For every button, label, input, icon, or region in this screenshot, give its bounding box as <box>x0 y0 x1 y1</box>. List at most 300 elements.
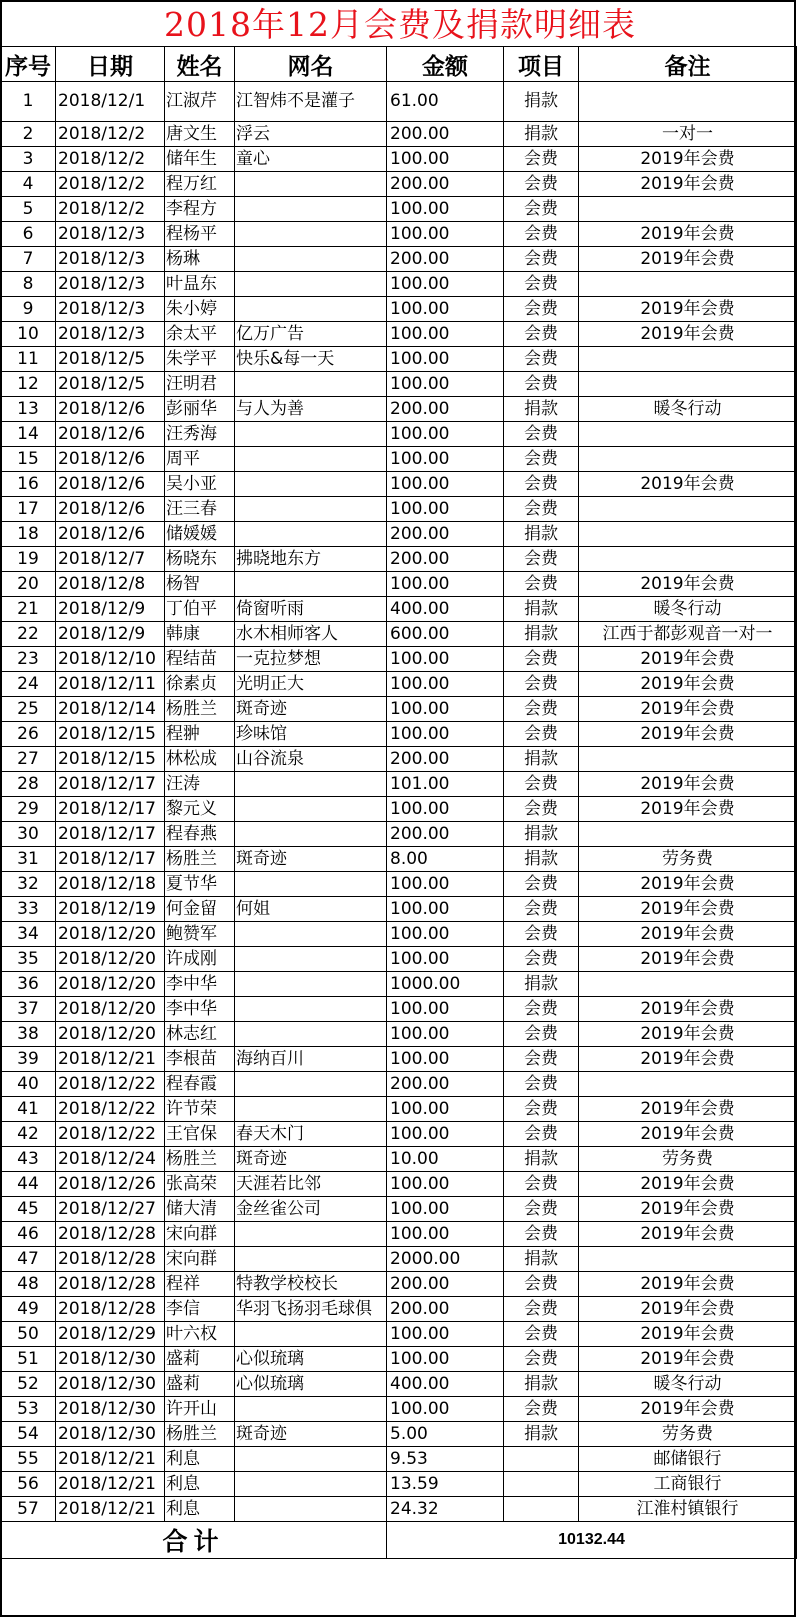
cell-note: 2019年会费 <box>579 247 797 272</box>
cell-item <box>504 1472 579 1497</box>
cell-index: 7 <box>1 247 56 272</box>
cell-name: 许成刚 <box>165 947 235 972</box>
cell-note <box>579 1072 797 1097</box>
cell-name: 杨琳 <box>165 247 235 272</box>
cell-name: 许开山 <box>165 1397 235 1422</box>
cell-date: 2018/12/5 <box>56 347 165 372</box>
cell-amount: 200.00 <box>387 747 504 772</box>
cell-index: 45 <box>1 1197 56 1222</box>
cell-nickname: 斑奇迹 <box>235 1422 387 1447</box>
cell-amount: 200.00 <box>387 397 504 422</box>
table-row <box>1 1372 797 1397</box>
cell-index: 46 <box>1 1222 56 1247</box>
cell-note <box>579 747 797 772</box>
table-row <box>1 172 797 197</box>
cell-item: 捐款 <box>504 597 579 622</box>
cell-date: 2018/12/6 <box>56 497 165 522</box>
cell-note: 江西于都彭观音一对一 <box>579 622 797 647</box>
cell-amount: 13.59 <box>387 1472 504 1497</box>
cell-item: 捐款 <box>504 1147 579 1172</box>
cell-nickname <box>235 297 387 322</box>
cell-item: 会费 <box>504 1022 579 1047</box>
cell-date: 2018/12/5 <box>56 372 165 397</box>
cell-amount: 100.00 <box>387 497 504 522</box>
cell-note: 工商银行 <box>579 1472 797 1497</box>
cell-item: 捐款 <box>504 122 579 147</box>
cell-item: 会费 <box>504 322 579 347</box>
cell-index: 23 <box>1 647 56 672</box>
cell-nickname <box>235 422 387 447</box>
cell-nickname: 一克拉梦想 <box>235 647 387 672</box>
cell-nickname <box>235 497 387 522</box>
cell-nickname: 浮云 <box>235 122 387 147</box>
cell-nickname <box>235 1472 387 1497</box>
cell-item: 捐款 <box>504 822 579 847</box>
cell-item: 会费 <box>504 1222 579 1247</box>
cell-item: 捐款 <box>504 847 579 872</box>
cell-name: 李中华 <box>165 972 235 997</box>
cell-amount: 400.00 <box>387 1372 504 1397</box>
cell-amount: 100.00 <box>387 1047 504 1072</box>
cell-amount: 200.00 <box>387 1272 504 1297</box>
cell-index: 31 <box>1 847 56 872</box>
cell-nickname: 天涯若比邻 <box>235 1172 387 1197</box>
table-row <box>1 197 797 222</box>
total-value: 10132.44 <box>387 1522 797 1559</box>
cell-amount: 100.00 <box>387 1197 504 1222</box>
cell-amount: 200.00 <box>387 1072 504 1097</box>
table-row <box>1 647 797 672</box>
cell-index: 43 <box>1 1147 56 1172</box>
cell-note: 2019年会费 <box>579 1122 797 1147</box>
cell-name: 利息 <box>165 1472 235 1497</box>
cell-amount: 200.00 <box>387 822 504 847</box>
cell-name: 朱学平 <box>165 347 235 372</box>
cell-amount: 200.00 <box>387 522 504 547</box>
cell-name: 利息 <box>165 1447 235 1472</box>
table-row <box>1 1297 797 1322</box>
table-row <box>1 572 797 597</box>
cell-note <box>579 972 797 997</box>
cell-item: 会费 <box>504 947 579 972</box>
cell-index: 33 <box>1 897 56 922</box>
cell-item: 会费 <box>504 1272 579 1297</box>
table-row <box>1 347 797 372</box>
cell-index: 4 <box>1 172 56 197</box>
cell-date: 2018/12/20 <box>56 922 165 947</box>
table-row <box>1 1447 797 1472</box>
cell-item: 捐款 <box>504 747 579 772</box>
cell-index: 8 <box>1 272 56 297</box>
cell-note: 2019年会费 <box>579 147 797 172</box>
cell-note: 劳务费 <box>579 1147 797 1172</box>
table-row <box>1 622 797 647</box>
table-row <box>1 797 797 822</box>
cell-date: 2018/12/2 <box>56 197 165 222</box>
cell-name: 杨胜兰 <box>165 1147 235 1172</box>
cell-note: 2019年会费 <box>579 222 797 247</box>
table-row <box>1 222 797 247</box>
cell-name: 利息 <box>165 1497 235 1522</box>
table-row <box>1 447 797 472</box>
cell-index: 12 <box>1 372 56 397</box>
cell-name: 韩康 <box>165 622 235 647</box>
cell-name: 江淑芹 <box>165 82 235 122</box>
table-row <box>1 1497 797 1522</box>
cell-name: 林志红 <box>165 1022 235 1047</box>
cell-date: 2018/12/2 <box>56 122 165 147</box>
cell-amount: 100.00 <box>387 1222 504 1247</box>
cell-note: 2019年会费 <box>579 172 797 197</box>
cell-amount: 100.00 <box>387 1347 504 1372</box>
cell-amount: 100.00 <box>387 347 504 372</box>
cell-note: 2019年会费 <box>579 772 797 797</box>
cell-name: 杨晓东 <box>165 547 235 572</box>
cell-note: 2019年会费 <box>579 672 797 697</box>
cell-date: 2018/12/30 <box>56 1397 165 1422</box>
cell-note <box>579 1247 797 1272</box>
cell-item: 会费 <box>504 1197 579 1222</box>
table-row <box>1 1072 797 1097</box>
cell-nickname: 江智炜不是灌子 <box>235 82 387 122</box>
cell-index: 28 <box>1 772 56 797</box>
table-row <box>1 497 797 522</box>
cell-note <box>579 272 797 297</box>
cell-amount: 9.53 <box>387 1447 504 1472</box>
header-name: 姓名 <box>165 47 235 82</box>
cell-item <box>504 1447 579 1472</box>
cell-index: 21 <box>1 597 56 622</box>
cell-item: 会费 <box>504 347 579 372</box>
cell-index: 19 <box>1 547 56 572</box>
cell-name: 杨胜兰 <box>165 697 235 722</box>
cell-date: 2018/12/20 <box>56 972 165 997</box>
cell-name: 鲍赞军 <box>165 922 235 947</box>
cell-index: 32 <box>1 872 56 897</box>
cell-date: 2018/12/18 <box>56 872 165 897</box>
cell-item: 会费 <box>504 372 579 397</box>
cell-note <box>579 547 797 572</box>
cell-index: 34 <box>1 922 56 947</box>
cell-date: 2018/12/17 <box>56 847 165 872</box>
cell-name: 李信 <box>165 1297 235 1322</box>
cell-nickname <box>235 522 387 547</box>
cell-item: 会费 <box>504 197 579 222</box>
cell-index: 56 <box>1 1472 56 1497</box>
cell-item: 会费 <box>504 422 579 447</box>
table-row <box>1 1147 797 1172</box>
cell-index: 11 <box>1 347 56 372</box>
cell-index: 3 <box>1 147 56 172</box>
cell-nickname: 珍味馆 <box>235 722 387 747</box>
cell-nickname: 童心 <box>235 147 387 172</box>
cell-note: 2019年会费 <box>579 1322 797 1347</box>
cell-index: 38 <box>1 1022 56 1047</box>
cell-name: 宋向群 <box>165 1222 235 1247</box>
table-row <box>1 922 797 947</box>
cell-item: 会费 <box>504 547 579 572</box>
cell-index: 54 <box>1 1422 56 1447</box>
cell-date: 2018/12/2 <box>56 147 165 172</box>
cell-name: 汪涛 <box>165 772 235 797</box>
cell-date: 2018/12/30 <box>56 1372 165 1397</box>
cell-date: 2018/12/3 <box>56 222 165 247</box>
cell-item: 会费 <box>504 872 579 897</box>
table-body <box>1 82 797 1522</box>
cell-amount: 100.00 <box>387 222 504 247</box>
cell-date: 2018/12/6 <box>56 397 165 422</box>
cell-item: 会费 <box>504 172 579 197</box>
cell-amount: 100.00 <box>387 447 504 472</box>
cell-amount: 100.00 <box>387 647 504 672</box>
cell-index: 16 <box>1 472 56 497</box>
cell-name: 盛莉 <box>165 1372 235 1397</box>
cell-note: 2019年会费 <box>579 1397 797 1422</box>
cell-date: 2018/12/20 <box>56 947 165 972</box>
cell-name: 程祥 <box>165 1272 235 1297</box>
cell-name: 程万红 <box>165 172 235 197</box>
cell-name: 杨智 <box>165 572 235 597</box>
cell-nickname: 光明正大 <box>235 672 387 697</box>
cell-name: 朱小婷 <box>165 297 235 322</box>
cell-item: 会费 <box>504 572 579 597</box>
cell-date: 2018/12/22 <box>56 1072 165 1097</box>
cell-nickname: 华羽飞扬羽毛球俱 <box>235 1297 387 1322</box>
cell-index: 5 <box>1 197 56 222</box>
cell-date: 2018/12/17 <box>56 797 165 822</box>
header-note: 备注 <box>579 47 797 82</box>
cell-name: 程翀 <box>165 722 235 747</box>
cell-note: 2019年会费 <box>579 1272 797 1297</box>
cell-amount: 200.00 <box>387 547 504 572</box>
header-index: 序号 <box>1 47 56 82</box>
table-row <box>1 547 797 572</box>
cell-nickname <box>235 1322 387 1347</box>
cell-note: 2019年会费 <box>579 1097 797 1122</box>
table-row <box>1 122 797 147</box>
cell-date: 2018/12/3 <box>56 297 165 322</box>
table-row <box>1 897 797 922</box>
cell-index: 24 <box>1 672 56 697</box>
table-row <box>1 247 797 272</box>
cell-name: 杨胜兰 <box>165 1422 235 1447</box>
cell-amount: 24.32 <box>387 1497 504 1522</box>
cell-item: 会费 <box>504 1297 579 1322</box>
cell-date: 2018/12/3 <box>56 272 165 297</box>
cell-item: 捐款 <box>504 82 579 122</box>
cell-nickname <box>235 272 387 297</box>
cell-date: 2018/12/15 <box>56 747 165 772</box>
cell-amount: 100.00 <box>387 1122 504 1147</box>
cell-note: 2019年会费 <box>579 897 797 922</box>
cell-name: 程结苗 <box>165 647 235 672</box>
cell-index: 41 <box>1 1097 56 1122</box>
cell-index: 2 <box>1 122 56 147</box>
cell-nickname: 何姐 <box>235 897 387 922</box>
cell-nickname <box>235 1222 387 1247</box>
cell-note: 2019年会费 <box>579 572 797 597</box>
cell-note <box>579 822 797 847</box>
cell-note: 2019年会费 <box>579 797 797 822</box>
cell-nickname: 斑奇迹 <box>235 847 387 872</box>
cell-nickname <box>235 172 387 197</box>
cell-nickname: 海纳百川 <box>235 1047 387 1072</box>
cell-nickname: 快乐&每一天 <box>235 347 387 372</box>
cell-note: 暖冬行动 <box>579 397 797 422</box>
cell-index: 40 <box>1 1072 56 1097</box>
cell-index: 27 <box>1 747 56 772</box>
table-row <box>1 1222 797 1247</box>
cell-nickname: 特教学校校长 <box>235 1272 387 1297</box>
cell-name: 王官保 <box>165 1122 235 1147</box>
cell-note: 2019年会费 <box>579 297 797 322</box>
cell-amount: 100.00 <box>387 697 504 722</box>
cell-index: 36 <box>1 972 56 997</box>
cell-note: 2019年会费 <box>579 1172 797 1197</box>
cell-note <box>579 447 797 472</box>
table-row <box>1 697 797 722</box>
cell-nickname <box>235 1397 387 1422</box>
cell-index: 9 <box>1 297 56 322</box>
cell-name: 杨胜兰 <box>165 847 235 872</box>
table-row <box>1 272 797 297</box>
cell-nickname: 春天木门 <box>235 1122 387 1147</box>
cell-amount: 100.00 <box>387 922 504 947</box>
cell-amount: 600.00 <box>387 622 504 647</box>
cell-note: 2019年会费 <box>579 1297 797 1322</box>
table-row <box>1 422 797 447</box>
cell-note: 2019年会费 <box>579 1047 797 1072</box>
cell-date: 2018/12/28 <box>56 1297 165 1322</box>
cell-date: 2018/12/3 <box>56 322 165 347</box>
cell-note: 2019年会费 <box>579 722 797 747</box>
header-date: 日期 <box>56 47 165 82</box>
cell-amount: 200.00 <box>387 122 504 147</box>
cell-nickname <box>235 1022 387 1047</box>
cell-amount: 100.00 <box>387 472 504 497</box>
cell-nickname <box>235 1097 387 1122</box>
cell-name: 叶昷东 <box>165 272 235 297</box>
cell-note: 2019年会费 <box>579 322 797 347</box>
cell-index: 49 <box>1 1297 56 1322</box>
cell-name: 吴小亚 <box>165 472 235 497</box>
cell-date: 2018/12/22 <box>56 1097 165 1122</box>
cell-date: 2018/12/22 <box>56 1122 165 1147</box>
cell-note: 劳务费 <box>579 847 797 872</box>
cell-date: 2018/12/14 <box>56 697 165 722</box>
cell-note <box>579 347 797 372</box>
cell-note <box>579 82 797 122</box>
cell-amount: 100.00 <box>387 1397 504 1422</box>
table-row <box>1 722 797 747</box>
cell-item: 会费 <box>504 772 579 797</box>
header-row <box>1 47 797 82</box>
cell-amount: 100.00 <box>387 272 504 297</box>
cell-index: 15 <box>1 447 56 472</box>
cell-date: 2018/12/19 <box>56 897 165 922</box>
cell-index: 26 <box>1 722 56 747</box>
cell-index: 39 <box>1 1047 56 1072</box>
cell-index: 20 <box>1 572 56 597</box>
cell-note: 2019年会费 <box>579 922 797 947</box>
cell-item: 会费 <box>504 897 579 922</box>
cell-name: 储大清 <box>165 1197 235 1222</box>
table-row <box>1 747 797 772</box>
cell-note: 劳务费 <box>579 1422 797 1447</box>
table-row <box>1 1322 797 1347</box>
cell-date: 2018/12/10 <box>56 647 165 672</box>
cell-date: 2018/12/27 <box>56 1197 165 1222</box>
cell-index: 1 <box>1 82 56 122</box>
cell-item: 会费 <box>504 922 579 947</box>
cell-date: 2018/12/29 <box>56 1322 165 1347</box>
table-row <box>1 1247 797 1272</box>
cell-name: 储年生 <box>165 147 235 172</box>
table-row <box>1 1122 797 1147</box>
cell-name: 余太平 <box>165 322 235 347</box>
cell-nickname <box>235 1072 387 1097</box>
cell-name: 程杨平 <box>165 222 235 247</box>
cell-date: 2018/12/15 <box>56 722 165 747</box>
cell-nickname <box>235 972 387 997</box>
cell-item: 会费 <box>504 672 579 697</box>
cell-date: 2018/12/6 <box>56 422 165 447</box>
cell-nickname <box>235 872 387 897</box>
cell-amount: 1000.00 <box>387 972 504 997</box>
cell-note: 2019年会费 <box>579 472 797 497</box>
cell-date: 2018/12/20 <box>56 1022 165 1047</box>
cell-date: 2018/12/6 <box>56 522 165 547</box>
cell-item: 会费 <box>504 722 579 747</box>
cell-nickname: 拂晓地东方 <box>235 547 387 572</box>
cell-note <box>579 497 797 522</box>
cell-index: 17 <box>1 497 56 522</box>
cell-note: 暖冬行动 <box>579 597 797 622</box>
cell-nickname <box>235 472 387 497</box>
cell-nickname <box>235 947 387 972</box>
table-row <box>1 472 797 497</box>
cell-nickname <box>235 572 387 597</box>
table-row <box>1 1397 797 1422</box>
cell-item: 会费 <box>504 1322 579 1347</box>
cell-name: 汪明君 <box>165 372 235 397</box>
cell-name: 徐素贞 <box>165 672 235 697</box>
cell-nickname <box>235 372 387 397</box>
cell-name: 李程方 <box>165 197 235 222</box>
cell-index: 48 <box>1 1272 56 1297</box>
cell-amount: 100.00 <box>387 1022 504 1047</box>
table-row <box>1 947 797 972</box>
cell-date: 2018/12/11 <box>56 672 165 697</box>
cell-name: 李中华 <box>165 997 235 1022</box>
cell-amount: 100.00 <box>387 722 504 747</box>
cell-date: 2018/12/9 <box>56 597 165 622</box>
cell-item: 会费 <box>504 147 579 172</box>
table-row <box>1 847 797 872</box>
cell-item: 捐款 <box>504 1247 579 1272</box>
cell-item: 会费 <box>504 697 579 722</box>
cell-nickname: 亿万广告 <box>235 322 387 347</box>
cell-date: 2018/12/17 <box>56 822 165 847</box>
cell-date: 2018/12/28 <box>56 1222 165 1247</box>
table-row <box>1 147 797 172</box>
cell-date: 2018/12/17 <box>56 772 165 797</box>
cell-nickname <box>235 922 387 947</box>
ledger-table <box>0 46 797 1559</box>
cell-name: 叶六权 <box>165 1322 235 1347</box>
cell-date: 2018/12/28 <box>56 1272 165 1297</box>
cell-note: 2019年会费 <box>579 997 797 1022</box>
